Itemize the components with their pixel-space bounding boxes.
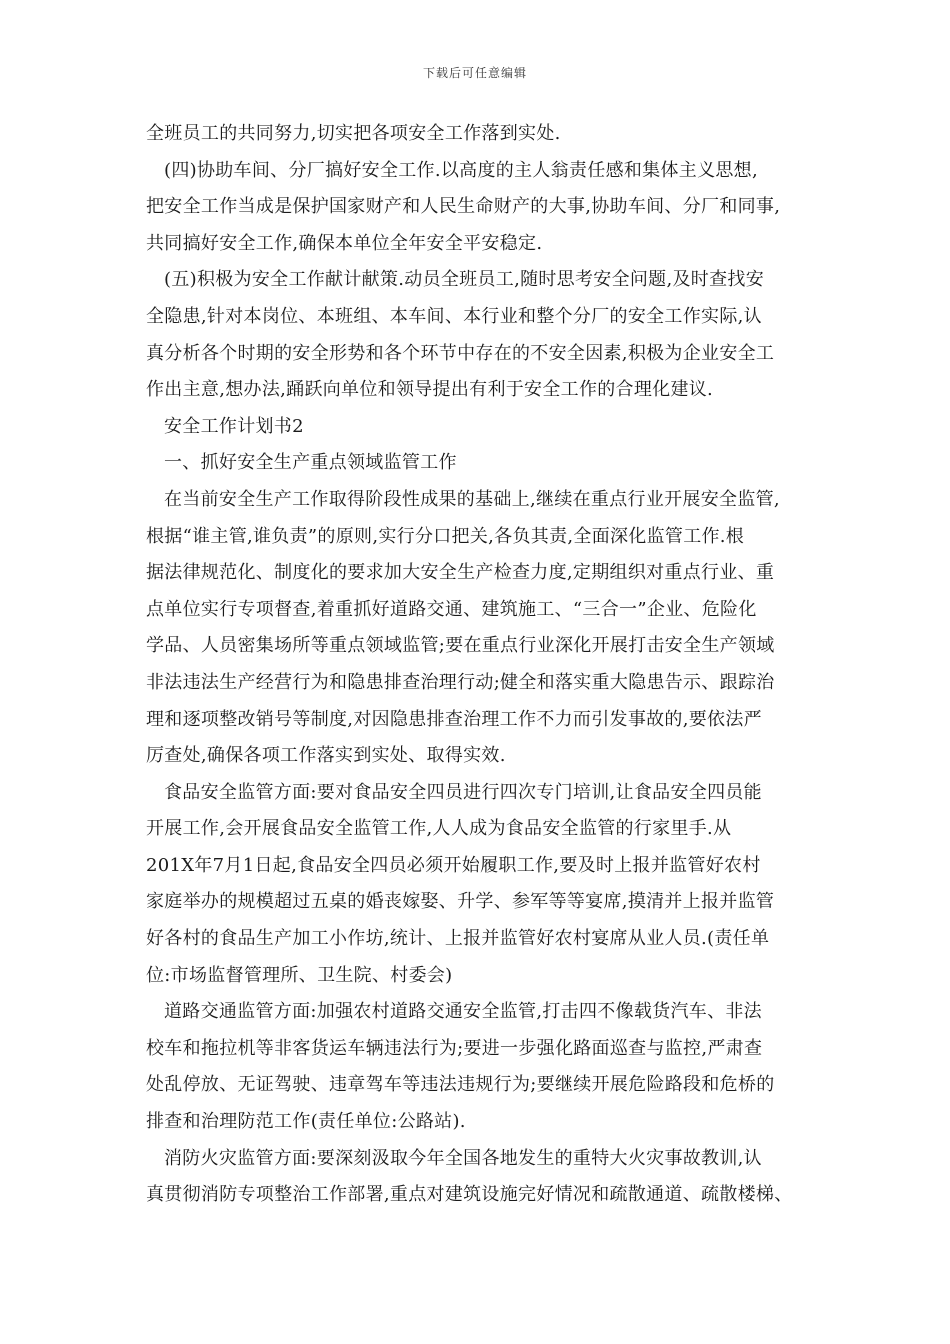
text-line: 非法违法生产经营行为和隐患排查治理行动;健全和落实重大隐患告示、跟踪治 [146, 671, 775, 693]
text-line: 道路交通监管方面:加强农村道路交通安全监管,打击四不像载货汽车、非法 [164, 1001, 762, 1023]
text-line: 作出主意,想办法,踊跃向单位和领导提出有利于安全工作的合理化建议. [146, 379, 714, 401]
text-line: 消防火灾监管方面:要深刻汲取今年全国各地发生的重特大火灾事故教训,认 [164, 1147, 762, 1169]
text-line: 据法律规范化、制度化的要求加大安全生产检查力度,定期组织对重点行业、重 [146, 562, 775, 584]
text-line: 校车和拖拉机等非客货运车辆违法行为;要进一步强化路面巡查与监控,严肃查 [146, 1037, 763, 1059]
text-line: 共同搞好安全工作,确保本单位全年安全平安稳定. [146, 232, 543, 254]
document-body [146, 116, 816, 1214]
text-line: 理和逐项整改销号等制度,对因隐患排查治理工作不力而引发事故的,要依法严 [146, 708, 762, 730]
page-header: 下载后可任意编辑 [422, 66, 527, 80]
text-line: 201X年7月1日起,食品安全四员必须开始履职工作,要及时上报并监管好农村 [146, 854, 761, 876]
text-line: 厉查处,确保各项工作落实到实处、取得实效. [146, 745, 506, 767]
text-line: 点单位实行专项督查,着重抓好道路交通、建筑施工、“三合一”企业、危险化 [146, 598, 757, 620]
text-line: 把安全工作当成是保护国家财产和人民生命财产的大事,协助车间、分厂和同事, [146, 196, 781, 218]
text-line: 真贯彻消防专项整治工作部署,重点对建筑设施完好情况和疏散通道、疏散楼梯、 [146, 1184, 793, 1206]
text-line: 在当前安全生产工作取得阶段性成果的基础上,继续在重点行业开展安全监管, [164, 488, 780, 510]
text-line: 家庭举办的规模超过五桌的婚丧嫁娶、升学、参军等等宴席,摸清并上报并监管 [146, 891, 775, 913]
text-line: 好各村的食品生产加工小作坊,统计、上报并监管好农村宴席从业人员.(责任单 [146, 928, 770, 950]
section-heading: 一、抓好安全生产重点领域监管工作 [164, 452, 457, 474]
text-line: (五)积极为安全工作献计献策.动员全班员工,随时思考安全问题,及时查找安 [164, 269, 765, 291]
text-line: (四)协助车间、分厂搞好安全工作.以高度的主人翁责任感和集体主义思想, [164, 159, 758, 181]
text-line: 全班员工的共同努力,切实把各项安全工作落到实处. [146, 123, 561, 144]
text-line: 学品、人员密集场所等重点领域监管;要在重点行业深化开展打击安全生产领域 [146, 635, 775, 657]
text-line: 处乱停放、无证驾驶、违章驾车等违法违规行为;要继续开展危险路段和危桥的 [146, 1074, 775, 1096]
section-title: 安全工作计划书2 [164, 415, 304, 437]
text-line: 排查和治理防范工作(责任单位:公路站). [146, 1111, 466, 1133]
text-line: 位:市场监督管理所、卫生院、村委会) [146, 964, 453, 986]
text-line: 全隐患,针对本岗位、本班组、本车间、本行业和整个分厂的安全工作实际,认 [146, 305, 762, 327]
text-line: 食品安全监管方面:要对食品安全四员进行四次专门培训,让食品安全四员能 [164, 781, 762, 803]
text-line: 真分析各个时期的安全形势和各个环节中存在的不安全因素,积极为企业安全工 [146, 342, 775, 364]
text-line: 根据“谁主管,谁负责”的原则,实行分口把关,各负其责,全面深化监管工作.根 [146, 525, 745, 547]
text-line: 开展工作,会开展食品安全监管工作,人人成为食品安全监管的行家里手.从 [146, 818, 732, 840]
